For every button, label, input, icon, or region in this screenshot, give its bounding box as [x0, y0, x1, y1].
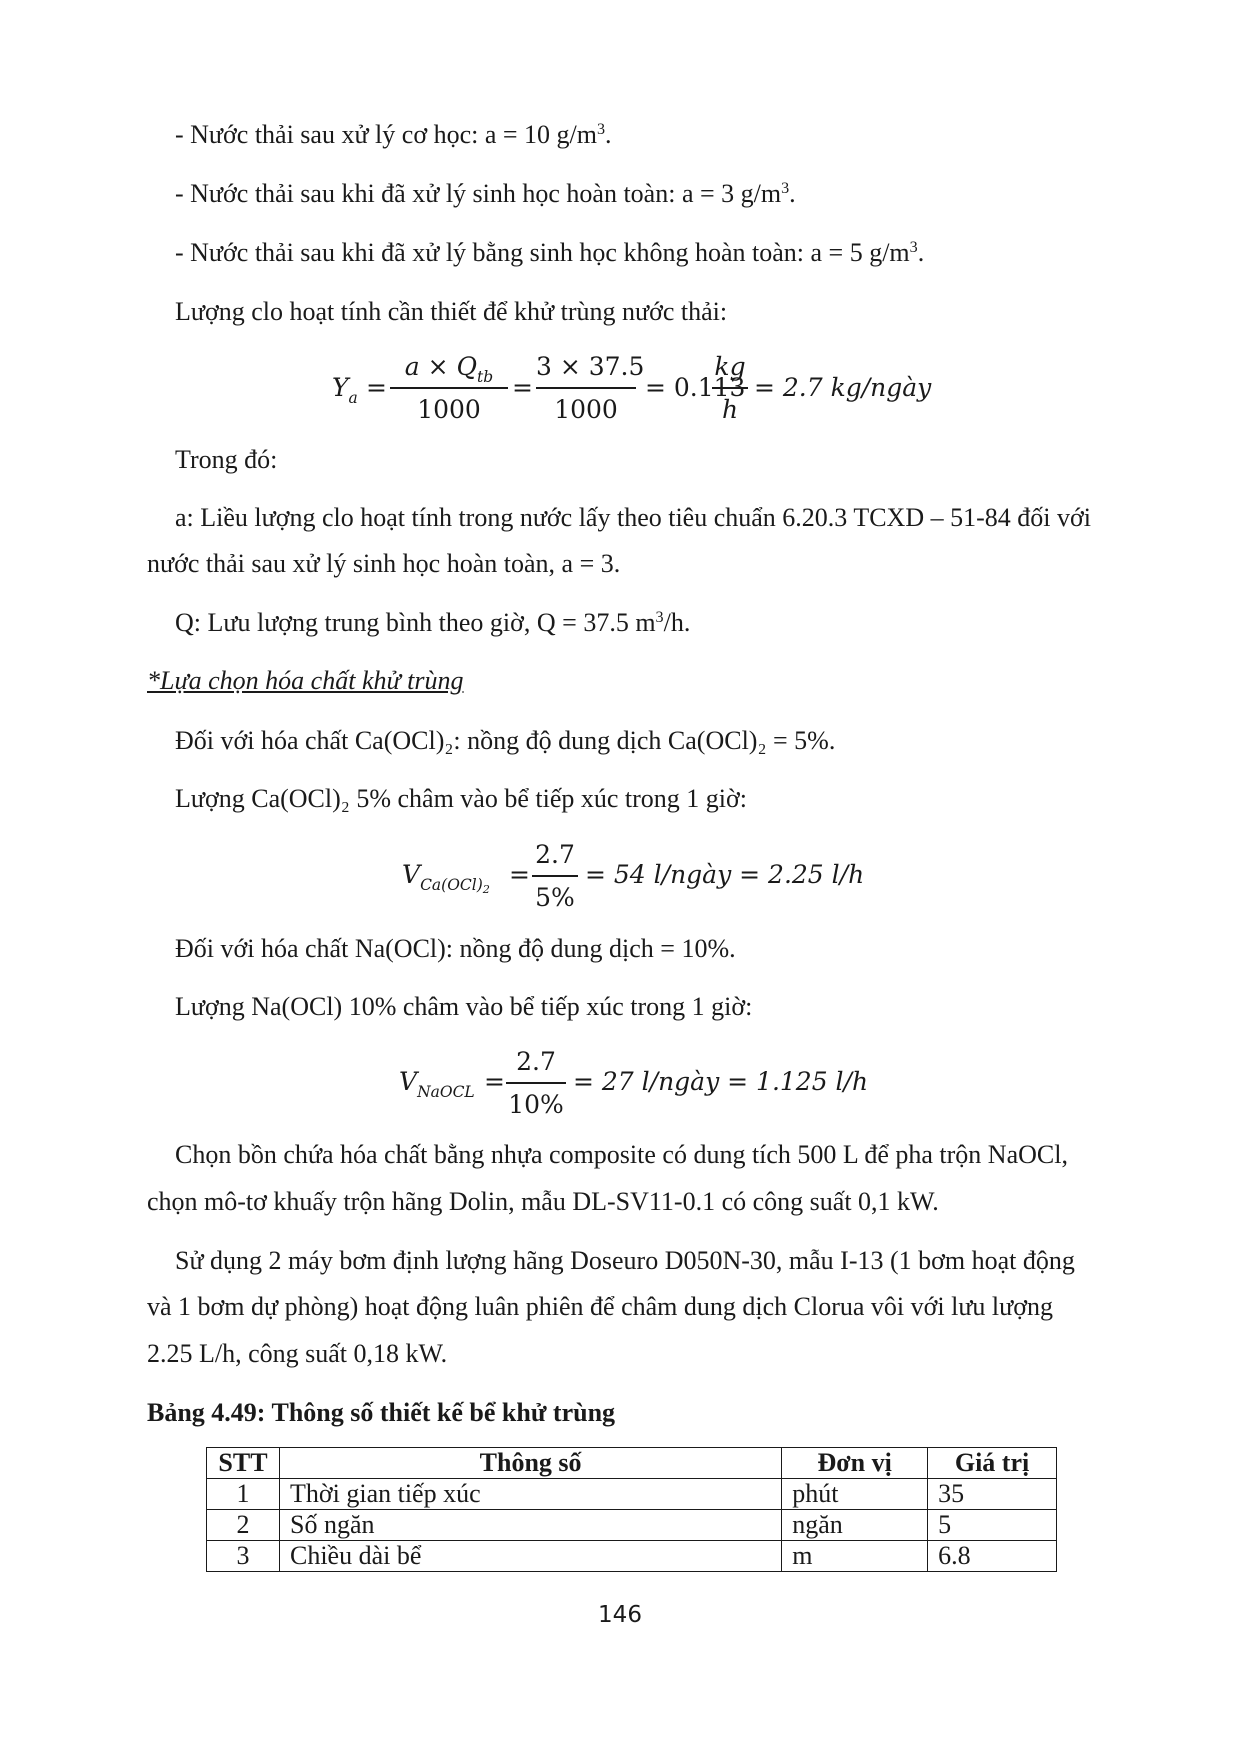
eq1-fraction-2 — [536, 352, 645, 424]
text: /h. — [663, 608, 691, 637]
header-value: Giá trị — [928, 1448, 1057, 1479]
text: Q: Lưu lượng trung bình theo giờ, Q = 37.5 m — [175, 608, 656, 637]
eq1-f2-den: 1000 — [554, 395, 618, 424]
cell-stt: 1 — [207, 1479, 280, 1510]
eq2-rhs: = 54 l/ngày = 2.25 l/h — [585, 860, 865, 889]
text: . — [605, 120, 612, 149]
eq1-equals: = — [512, 373, 533, 402]
line-tank-2: chọn mô-tơ khuấy trộn hãng Dolin, mẫu DL-SV11-0.1 có công suất 0,1 kW. — [147, 1187, 939, 1216]
superscript: 3 — [909, 239, 918, 257]
cell-unit: m — [782, 1541, 928, 1572]
eq3-fraction — [506, 1047, 566, 1119]
eq1-fraction-3 — [712, 352, 748, 424]
eq3-num: 2.7 — [516, 1047, 556, 1076]
line-tank-1: Chọn bồn chứa hóa chất bằng nhựa composite có dung tích 500 L để pha trộn NaOCl, — [175, 1140, 1068, 1169]
eq1-f1-q: Q — [456, 352, 478, 381]
line-where: Trong đó: — [175, 445, 278, 474]
cell-unit: ngăn — [782, 1510, 928, 1541]
cell-value: 5 — [928, 1510, 1057, 1541]
page-number: 146 — [598, 1602, 642, 1628]
eq3-lhs — [399, 1067, 475, 1101]
line-caocl-amount: Lượng Ca(OCl)₂ 5% châm vào bể tiếp xúc trong 1 giờ: — [175, 784, 747, 813]
eq2-num: 2.7 — [535, 840, 575, 869]
line-pump-3: 2.25 L/h, công suất 0,18 kW. — [147, 1339, 448, 1368]
table-row — [207, 1479, 1057, 1510]
line-definition-q — [175, 610, 690, 636]
text: - Nước thải sau khi đã xử lý sinh học hoàn toàn: a = 3 g/m — [175, 179, 782, 208]
cell-parameter: Thời gian tiếp xúc — [279, 1479, 781, 1510]
eq1-lhs-subscript: a — [348, 388, 358, 407]
cell-value: 35 — [928, 1479, 1057, 1510]
eq1-f1-q-sub: tb — [477, 367, 494, 386]
line-pump-1: Sử dụng 2 máy bơm định lượng hãng Doseuro D050N-30, mẫu I-13 (1 bơm hoạt động — [175, 1246, 1075, 1275]
header-unit: Đơn vị — [782, 1448, 928, 1479]
text: - Nước thải sau xử lý cơ học: a = 10 g/m — [175, 120, 597, 149]
eq1-lhs — [332, 373, 358, 407]
design-parameters-table — [206, 1447, 1057, 1572]
line-pump-2: và 1 bơm dự phòng) hoạt động luân phiên để châm dung dịch Clorua vôi với lưu lượng — [147, 1292, 1054, 1321]
line-full-biological-treatment — [175, 181, 796, 207]
eq3-lhs-subscript: NaOCL — [417, 1082, 475, 1101]
header-parameter: Thông số — [279, 1448, 781, 1479]
eq1-f1-a: a — [404, 352, 420, 381]
line-definition-a-2: nước thải sau xử lý sinh học hoàn toàn, a = 3. — [147, 549, 621, 578]
eq2-lhs-subscript: Ca(OCl) — [420, 875, 483, 894]
section-heading: *Lựa chọn hóa chất khử trùng — [147, 666, 464, 695]
eq2-equals: = — [509, 860, 530, 889]
table-header-row — [207, 1448, 1057, 1479]
table-row — [207, 1541, 1057, 1572]
line-caocl-concentration: Đối với hóa chất Ca(OCl)₂: nồng độ dung dịch Ca(OCl)₂ = 5%. — [175, 726, 836, 755]
eq1-lhs-symbol: Y — [332, 373, 349, 402]
line-partial-biological-treatment — [175, 240, 924, 266]
superscript: 3 — [596, 121, 606, 139]
line-chlorine-intro: Lượng clo hoạt tính cần thiết để khử trùng nước thải: — [175, 297, 728, 326]
text: . — [789, 179, 796, 208]
eq2-lhs-symbol: V — [402, 860, 421, 889]
eq1-f1-times: × — [427, 352, 449, 381]
cell-parameter: Số ngăn — [279, 1510, 781, 1541]
eq1-f1-den: 1000 — [417, 395, 481, 424]
cell-unit: phút — [782, 1479, 928, 1510]
eq3-lhs-symbol: V — [399, 1067, 418, 1096]
eq1-f3-num: kg — [714, 352, 746, 381]
eq1-fraction-1 — [390, 352, 508, 424]
eq2-fraction — [532, 840, 578, 912]
header-stt: STT — [207, 1448, 280, 1479]
cell-parameter: Chiều dài bể — [279, 1541, 781, 1572]
line-definition-a-1: a: Liều lượng clo hoạt tính trong nước lấy theo tiêu chuẩn 6.20.3 TCXD – 51-84 đối với — [175, 503, 1091, 532]
line-naocl-concentration: Đối với hóa chất Na(OCl): nồng độ dung dịch = 10%. — [175, 934, 736, 963]
eq1-f3-den: h — [721, 395, 739, 424]
cell-stt: 2 — [207, 1510, 280, 1541]
cell-stt: 3 — [207, 1541, 280, 1572]
text: . — [917, 238, 925, 267]
text: - Nước thải sau khi đã xử lý bằng sinh học không hoàn toàn: a = 5 g/m — [175, 238, 910, 267]
cell-value: 6.8 — [928, 1541, 1057, 1572]
eq1-equals: = — [366, 373, 387, 402]
superscript: 3 — [781, 180, 790, 198]
line-naocl-amount: Lượng Na(OCl) 10% châm vào bể tiếp xúc trong 1 giờ: — [175, 992, 753, 1021]
table-caption: Bảng 4.49: Thông số thiết kế bể khử trùng — [147, 1398, 616, 1427]
eq1-rhs: = 2.7 kg/ngày — [754, 373, 932, 402]
eq2-lhs — [402, 860, 490, 897]
eq1-mid: = 0.113 — [645, 373, 746, 402]
eq3-den: 10% — [508, 1090, 564, 1119]
superscript: 3 — [655, 609, 664, 627]
eq3-equals: = — [484, 1067, 505, 1096]
line-mechanical-treatment — [175, 122, 612, 148]
eq2-lhs-subscript-2: 2 — [482, 883, 490, 897]
table-row — [207, 1510, 1057, 1541]
eq1-f2-num: 3 × 37.5 — [536, 352, 645, 381]
eq3-rhs: = 27 l/ngày = 1.125 l/h — [573, 1067, 869, 1096]
eq2-den: 5% — [535, 883, 575, 912]
